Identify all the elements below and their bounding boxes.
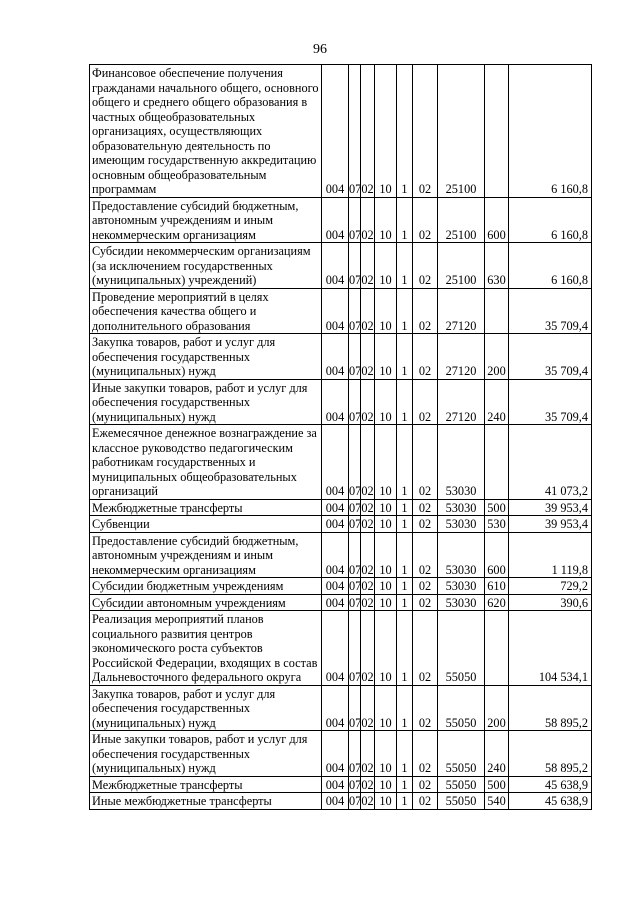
main-event-code: 02 xyxy=(413,288,438,334)
table-row xyxy=(90,197,592,243)
section-code: 07 xyxy=(349,595,362,610)
amount: 39 953,4 xyxy=(509,499,592,516)
subprogram-code: 1 xyxy=(397,516,413,533)
main-event-code: 02 xyxy=(413,594,438,611)
expense-type-code: 610 xyxy=(485,578,509,595)
table-row xyxy=(90,776,592,793)
table-row xyxy=(90,731,592,777)
amount: 6 160,8 xyxy=(509,243,592,289)
section-code: 07 xyxy=(349,500,362,515)
amount: 390,6 xyxy=(509,594,592,611)
program-code: 10 xyxy=(375,776,397,793)
program-code: 10 xyxy=(375,532,397,578)
amount: 39 953,4 xyxy=(509,516,592,533)
row-name: Финансовое обеспечение получения гражданами начального общего, основного общего и среднего общего образования в частных общеобразовательных организациях, осуществляющих образовательную деятельность по имеющим государственную аккредитацию основным общеобразовательным программам xyxy=(90,65,322,198)
section-code: 07 xyxy=(349,243,361,289)
row-name: Предоставление субсидий бюджетным, автономным учреждениям и иным некоммерческим организациям xyxy=(90,197,322,243)
main-event-code: 02 xyxy=(413,65,438,198)
subsection-code: 02 xyxy=(361,579,374,593)
table-row xyxy=(90,685,592,731)
ministry-code: 004 xyxy=(322,731,349,777)
program-code: 10 xyxy=(375,65,397,198)
section-code: 07 xyxy=(349,794,362,808)
ministry-code: 004 xyxy=(322,611,349,686)
subprogram-code: 1 xyxy=(397,776,413,793)
row-name: Субсидии бюджетным учреждениям xyxy=(90,578,322,595)
ministry-code: 004 xyxy=(322,776,349,793)
main-event-code: 02 xyxy=(413,334,438,380)
row-name: Межбюджетные трансферты xyxy=(90,499,322,516)
direction-code: 25100 xyxy=(438,243,485,289)
subsection-code: 02 xyxy=(361,685,375,731)
expense-type-code xyxy=(485,65,509,198)
direction-code: 53030 xyxy=(438,594,485,611)
expense-type-code xyxy=(485,425,509,500)
ministry-code: 004 xyxy=(322,685,349,731)
direction-code: 53030 xyxy=(438,425,485,500)
subsection-code: 02 xyxy=(361,595,374,610)
program-code: 10 xyxy=(375,685,397,731)
amount: 729,2 xyxy=(509,578,592,595)
page-number: 96 xyxy=(313,42,327,57)
section-code: 07 xyxy=(349,288,361,334)
ministry-code: 004 xyxy=(322,499,349,516)
subprogram-code: 1 xyxy=(397,197,413,243)
table-row xyxy=(90,516,592,533)
table-row xyxy=(90,425,592,500)
subprogram-code: 1 xyxy=(397,685,413,731)
subsection-code: 02 xyxy=(361,532,375,578)
row-name: Субсидии некоммерческим организациям (за исключением государственных (муниципальных) учреждений) xyxy=(90,243,322,289)
expense-type-code: 500 xyxy=(485,499,509,516)
table-row xyxy=(90,334,592,380)
budget-table-body xyxy=(90,65,592,810)
program-code: 10 xyxy=(375,499,397,516)
amount: 6 160,8 xyxy=(509,65,592,198)
section-code: 07 xyxy=(349,517,362,531)
direction-code: 55050 xyxy=(438,776,485,793)
program-code: 10 xyxy=(375,379,397,425)
subprogram-code: 1 xyxy=(397,243,413,289)
section-code: 07 xyxy=(349,334,361,380)
row-name: Субвенции xyxy=(90,516,322,533)
ministry-code: 004 xyxy=(322,65,349,198)
expense-type-code: 200 xyxy=(485,334,509,380)
direction-code: 27120 xyxy=(438,379,485,425)
program-code: 10 xyxy=(375,197,397,243)
subsection-code: 02 xyxy=(361,611,375,686)
subprogram-code: 1 xyxy=(397,731,413,777)
expense-type-code: 500 xyxy=(485,776,509,793)
amount: 58 895,2 xyxy=(509,731,592,777)
main-event-code: 02 xyxy=(413,685,438,731)
program-code: 10 xyxy=(375,611,397,686)
section-code: 07 xyxy=(349,425,361,500)
subprogram-code: 1 xyxy=(397,288,413,334)
expense-type-code: 620 xyxy=(485,594,509,611)
amount: 1 119,8 xyxy=(509,532,592,578)
main-event-code: 02 xyxy=(413,532,438,578)
ministry-code: 004 xyxy=(322,516,349,533)
section-code: 07 xyxy=(349,777,362,792)
section-code: 07 xyxy=(349,65,361,198)
subsection-code: 02 xyxy=(361,197,375,243)
table-row xyxy=(90,793,592,810)
program-code: 10 xyxy=(375,334,397,380)
table-row xyxy=(90,532,592,578)
table-row xyxy=(90,65,592,198)
direction-code: 27120 xyxy=(438,334,485,380)
program-code: 10 xyxy=(375,793,397,810)
direction-code: 25100 xyxy=(438,65,485,198)
direction-code: 55050 xyxy=(438,793,485,810)
row-name: Предоставление субсидий бюджетным, автономным учреждениям и иным некоммерческим организациям xyxy=(90,532,322,578)
program-code: 10 xyxy=(375,288,397,334)
table-row xyxy=(90,288,592,334)
direction-code: 25100 xyxy=(438,197,485,243)
subprogram-code: 1 xyxy=(397,793,413,810)
section-code: 07 xyxy=(349,532,361,578)
program-code: 10 xyxy=(375,425,397,500)
ministry-code: 004 xyxy=(322,578,349,595)
ministry-code: 004 xyxy=(322,532,349,578)
subsection-code: 02 xyxy=(361,500,374,515)
main-event-code: 02 xyxy=(413,516,438,533)
row-name: Ежемесячное денежное вознаграждение за классное руководство педагогическим работникам государственных и муниципальных общеобразовательных организаций xyxy=(90,425,322,500)
ministry-code: 004 xyxy=(322,793,349,810)
main-event-code: 02 xyxy=(413,379,438,425)
subsection-code: 02 xyxy=(361,777,374,792)
table-row xyxy=(90,499,592,516)
direction-code: 53030 xyxy=(438,532,485,578)
expense-type-code: 240 xyxy=(485,379,509,425)
expense-type-code: 600 xyxy=(485,197,509,243)
amount: 45 638,9 xyxy=(509,793,592,810)
row-name: Межбюджетные трансферты xyxy=(90,776,322,793)
expense-type-code: 630 xyxy=(485,243,509,289)
direction-code: 27120 xyxy=(438,288,485,334)
row-name: Иные закупки товаров, работ и услуг для обеспечения государственных (муниципальных) нужд xyxy=(90,731,322,777)
main-event-code: 02 xyxy=(413,776,438,793)
ministry-code: 004 xyxy=(322,243,349,289)
amount: 6 160,8 xyxy=(509,197,592,243)
subsection-code: 02 xyxy=(361,379,375,425)
subsection-code: 02 xyxy=(361,425,375,500)
subprogram-code: 1 xyxy=(397,611,413,686)
subsection-code: 02 xyxy=(361,794,374,808)
main-event-code: 02 xyxy=(413,731,438,777)
ministry-code: 004 xyxy=(322,379,349,425)
table-row xyxy=(90,611,592,686)
subprogram-code: 1 xyxy=(397,425,413,500)
budget-table xyxy=(89,64,592,810)
direction-code: 53030 xyxy=(438,499,485,516)
row-name: Иные закупки товаров, работ и услуг для обеспечения государственных (муниципальных) нужд xyxy=(90,379,322,425)
direction-code: 53030 xyxy=(438,578,485,595)
subsection-code: 02 xyxy=(361,517,374,531)
main-event-code: 02 xyxy=(413,578,438,595)
amount: 58 895,2 xyxy=(509,685,592,731)
program-code: 10 xyxy=(375,516,397,533)
row-name: Закупка товаров, работ и услуг для обеспечения государственных (муниципальных) нужд xyxy=(90,685,322,731)
ministry-code: 004 xyxy=(322,288,349,334)
subsection-code: 02 xyxy=(361,243,375,289)
section-code: 07 xyxy=(349,379,361,425)
subprogram-code: 1 xyxy=(397,65,413,198)
amount: 104 534,1 xyxy=(509,611,592,686)
subsection-code: 02 xyxy=(361,731,375,777)
table-row xyxy=(90,243,592,289)
ministry-code: 004 xyxy=(322,425,349,500)
row-name: Закупка товаров, работ и услуг для обеспечения государственных (муниципальных) нужд xyxy=(90,334,322,380)
expense-type-code xyxy=(485,288,509,334)
program-code: 10 xyxy=(375,731,397,777)
subprogram-code: 1 xyxy=(397,532,413,578)
table-row xyxy=(90,379,592,425)
row-name: Иные межбюджетные трансферты xyxy=(90,793,322,810)
program-code: 10 xyxy=(375,594,397,611)
main-event-code: 02 xyxy=(413,611,438,686)
row-name: Реализация мероприятий планов социального развития центров экономического роста субъектов Российской Федерации, входящих в состав Дальневосточного федерального округа xyxy=(90,611,322,686)
main-event-code: 02 xyxy=(413,243,438,289)
section-code: 07 xyxy=(349,579,362,593)
main-event-code: 02 xyxy=(413,197,438,243)
direction-code: 55050 xyxy=(438,611,485,686)
table-row xyxy=(90,594,592,611)
main-event-code: 02 xyxy=(413,793,438,810)
amount: 35 709,4 xyxy=(509,379,592,425)
direction-code: 55050 xyxy=(438,685,485,731)
ministry-code: 004 xyxy=(322,197,349,243)
direction-code: 53030 xyxy=(438,516,485,533)
expense-type-code: 600 xyxy=(485,532,509,578)
program-code: 10 xyxy=(375,578,397,595)
expense-type-code: 540 xyxy=(485,793,509,810)
main-event-code: 02 xyxy=(413,499,438,516)
amount: 35 709,4 xyxy=(509,334,592,380)
subprogram-code: 1 xyxy=(397,578,413,595)
direction-code: 55050 xyxy=(438,731,485,777)
amount: 35 709,4 xyxy=(509,288,592,334)
expense-type-code: 240 xyxy=(485,731,509,777)
section-code: 07 xyxy=(349,197,361,243)
row-name: Субсидии автономным учреждениям xyxy=(90,594,322,611)
section-code: 07 xyxy=(349,731,361,777)
program-code: 10 xyxy=(375,243,397,289)
expense-type-code: 530 xyxy=(485,516,509,533)
expense-type-code xyxy=(485,611,509,686)
subprogram-code: 1 xyxy=(397,334,413,380)
subsection-code: 02 xyxy=(361,288,375,334)
row-name: Проведение мероприятий в целях обеспечения качества общего и дополнительного образования xyxy=(90,288,322,334)
section-code: 07 xyxy=(349,685,361,731)
amount: 45 638,9 xyxy=(509,776,592,793)
ministry-code: 004 xyxy=(322,334,349,380)
section-code: 07 xyxy=(349,611,361,686)
subprogram-code: 1 xyxy=(397,379,413,425)
table-row xyxy=(90,578,592,595)
main-event-code: 02 xyxy=(413,425,438,500)
subsection-code: 02 xyxy=(361,334,375,380)
subprogram-code: 1 xyxy=(397,594,413,611)
subprogram-code: 1 xyxy=(397,499,413,516)
amount: 41 073,2 xyxy=(509,425,592,500)
ministry-code: 004 xyxy=(322,594,349,611)
subsection-code: 02 xyxy=(361,65,375,198)
expense-type-code: 200 xyxy=(485,685,509,731)
